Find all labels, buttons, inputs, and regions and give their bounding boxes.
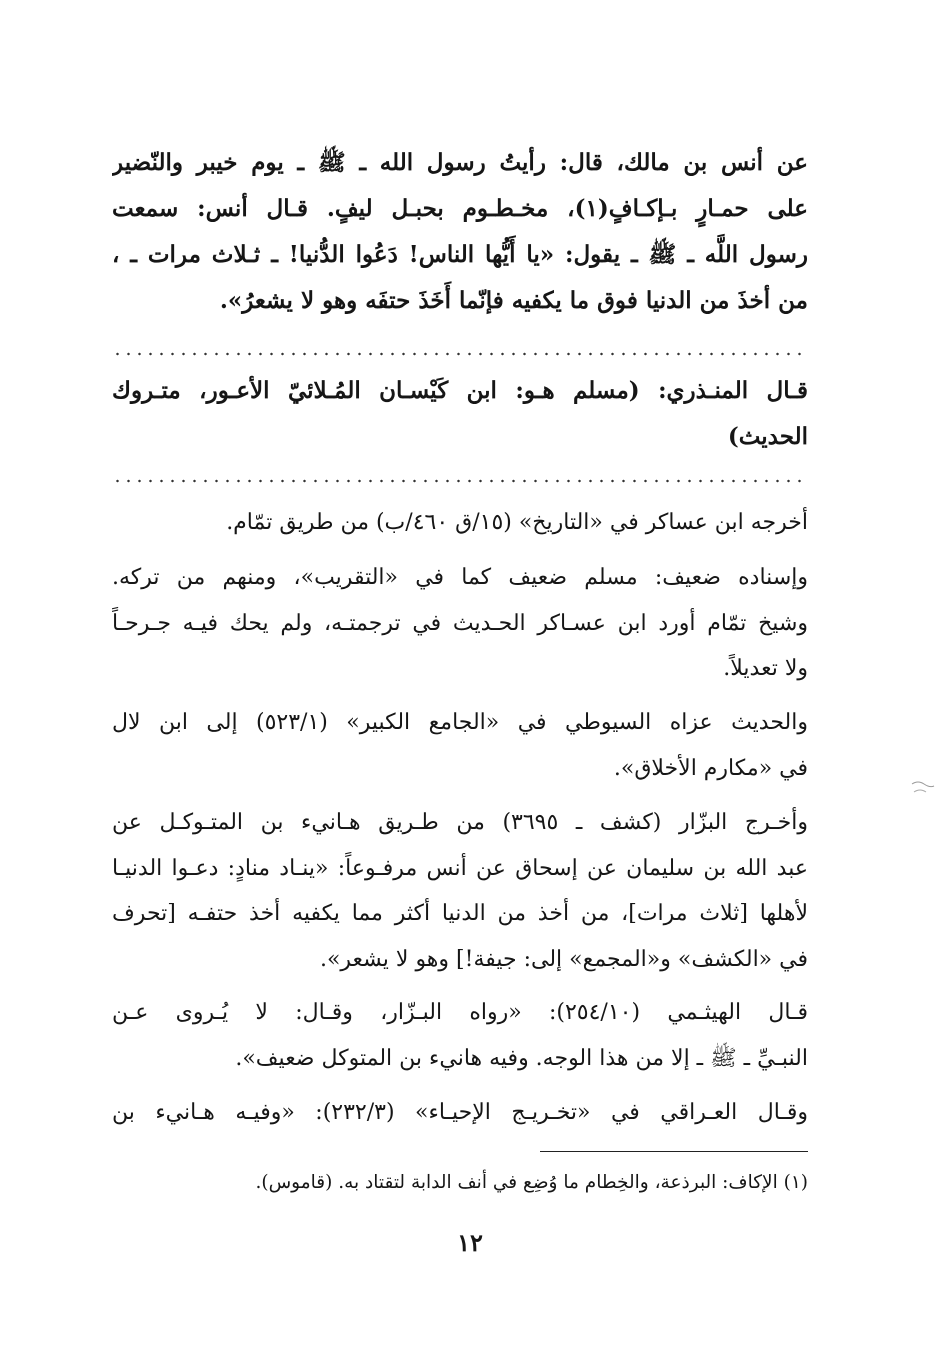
hadith-line: عن أنس بن مالك، قال: رأيتُ رسول الله ـ ﷺ ـ يوم خيبر والنّضير xyxy=(112,149,808,176)
mundhiri-line: قـال المنـذري: (مسلم هـو: ابن كَيْسـان المُـلائيّ الأعـور، متـروك xyxy=(112,377,808,404)
hadith-line: على حمـارٍ بـإكـافٍ(١)، مخـطـوم بحبـل ليفٍ. قـال أنس: سمعت xyxy=(112,195,808,222)
haythami-paragraph xyxy=(112,990,808,1081)
isnad-paragraph xyxy=(112,555,808,692)
iraqi-paragraph xyxy=(112,1090,808,1136)
hadith-text xyxy=(112,140,808,324)
paragraph-line: ولا تعديلاً. xyxy=(723,656,808,681)
suyuti-paragraph xyxy=(112,700,808,791)
footnote-rule xyxy=(540,1151,808,1152)
mundhiri-line: الحديث) xyxy=(727,423,808,450)
mundhiri-comment xyxy=(112,368,808,460)
paragraph-line: أخرجه ابن عساكر في «التاريخ» (١٥/ق ٤٦٠/ب) من طريق تمّام. xyxy=(226,510,808,535)
hadith-line: رسول اللَّه ـ ﷺ ـ يقول: «يا أَيُّها الناس! دَعُوا الدُّنيا! ـ ثـلاث مرات ـ ، xyxy=(112,241,808,268)
paragraph-line: النبـيِّ ـ ﷺ ـ إلا من هذا الوجه. وفيه هانيء بن المتوكل ضعيف». xyxy=(235,1045,808,1071)
scan-mark-icon xyxy=(910,778,936,800)
paragraph-line: وأخـرج البزّار (كشف ـ ٣٦٩٥) من طـريق هـانيء بن المتـوكـل عن xyxy=(112,810,808,835)
paragraph-line: لأهلها [ثلاث مرات]، من أخذ من الدنيا أكثر مما يكفيه أخذ حتفـه [تحرف xyxy=(112,901,808,926)
paragraph-line: عبد الله بن سليمان عن إسحاق عن أنس مرفـوعاً: «ينـاد منادٍ: دعـوا الدنيـا xyxy=(112,855,808,881)
takhrij-paragraph xyxy=(112,500,808,546)
paragraph-line: في «مكارم الأخلاق». xyxy=(613,755,808,781)
paragraph-line: وشيخ تمّام أورد ابن عسـاكر الحـديث في ترجمتـه، ولم يحك فيـه جـرحـاً xyxy=(112,610,808,636)
paragraph-line: وقـال العـراقي في «تخـريـج الإحيـاء» (٢٣٢/٣): «وفيـه هـانيء بن xyxy=(112,1100,808,1125)
paragraph-line: وإسناده ضعيف: مسلم ضعيف كما في «التقريب»، ومنهم من تركه. xyxy=(112,565,808,590)
paragraph-line: والحديث عزاه السيوطي في «الجامع الكبير» (٥٢٣/١) إلى ابن لال xyxy=(112,710,808,735)
hadith-line: من أخذَ من الدنيا فوق ما يكفيه فإنّما أَخَذَ حتفَه وهو لا يشعرُ». xyxy=(219,287,808,314)
page-number: ١٢ xyxy=(457,1228,483,1257)
dotted-separator xyxy=(112,478,808,484)
bazzar-paragraph xyxy=(112,800,808,982)
paragraph-line: قـال الهيثـمي (٢٥٤/١٠): «رواه البـزّار، وقـال: لا يُـروى عـن xyxy=(112,1000,808,1025)
footnote: (١) الإكاف: البرذعة، والخِطام ما وُضِع في أنف الدابة لتقتاد به. (قاموس). xyxy=(255,1172,808,1193)
paragraph-line: في «الكشف» و«المجمع» إلى: جيفة!] وهو لا يشعر». xyxy=(319,946,808,972)
dotted-separator xyxy=(112,351,808,357)
